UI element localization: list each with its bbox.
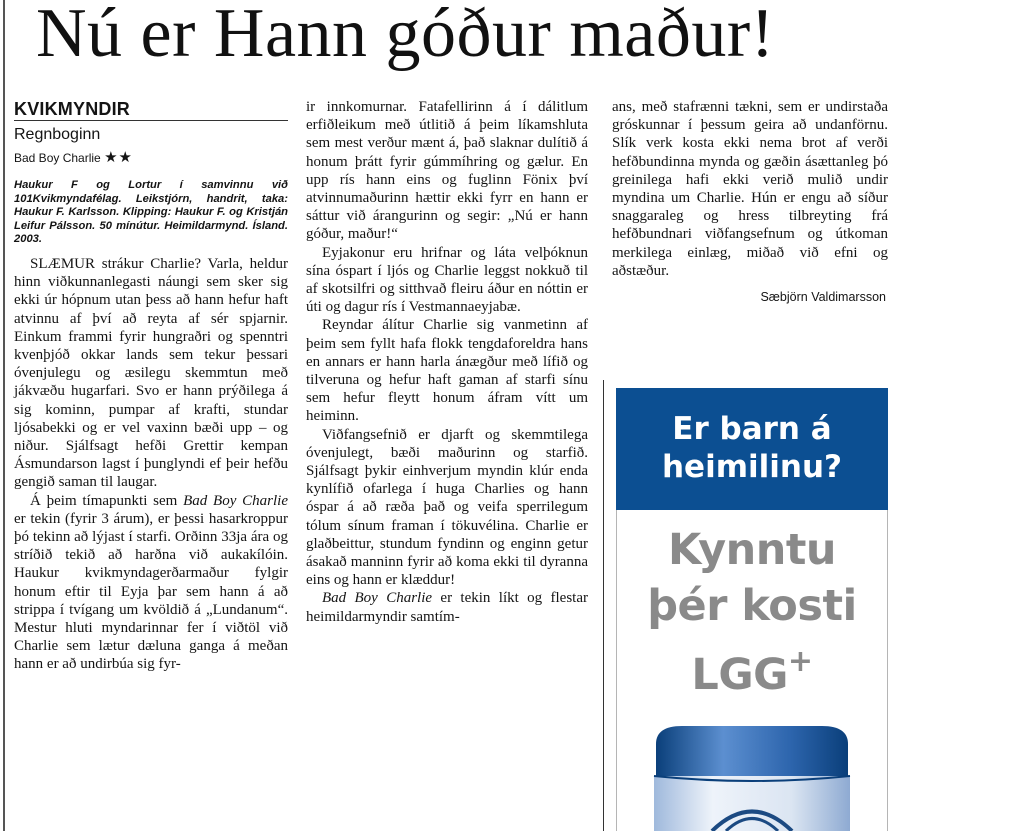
article-column-2 [306,98,588,626]
paragraph: Reyndar álítur Charlie sig vanmetinn af þeim sem fyllt hafa flokk tengdaforeldra hans en annars er hann harla ánægður með lífið og tilveruna og hefur haft gaman af starfi sínu sem hefur fleytt honum áfram vítt um heiminn. [306,317,588,425]
ad-left-border [616,510,617,831]
paragraph: Bad Boy Charlie er tekin líkt og flestar heimildarmyndir samtím- [306,590,588,625]
ad-right-border [887,510,888,831]
paragraph: Eyjakonur eru hrifnar og láta velþóknun sína óspart í ljós og Charlie leggst nokkuð til af skotsilfri og sitthvað fleiru áður en nóttin er úti og dagur rís í Vestmannaeyjabæ. [306,244,588,316]
advertisement-lgg[interactable] [616,388,888,831]
film-title-italic: Bad Boy Charlie [322,590,433,607]
section-label: KVIKMYNDIR [14,98,288,121]
rating-stars-icon: ★★ [104,149,133,166]
ad-question-line-1: Er barn á [672,411,832,447]
article-body-col1 [14,255,288,674]
paragraph: ans, með stafrænni tækni, sem er undirstaða gróskunnar í þessum geira að undanförnu. Slík verk kosta ekki nema brot af verði hefðbundinna mynda og gæðin ásættanleg þó greinilega hafi ekki verið mulið undir myndina um Charlie. Hún er engu að síður snaggaraleg og hress tilbreyting frá hefðbundnari viðfangsefnum og útkoman merkilega einlæg, miðað við efni og aðstæður. [612,99,888,279]
ad-question-line-2: heimilinu? [661,449,843,485]
article-column-1 [14,98,288,674]
ad-slogan [616,522,888,703]
paragraph: Viðfangsefnið er djarft og skemmtilega óvenjulegt, bæði maðurinn og starfið. Sjálfsagt þykir einhverjum myndin klúr enda kynlífið ofarlega í huga Charlies og hann óspar á að ræða það og veifa sperrilegum tólum sínum framan í tökuvélina. Charlie er glaðbeittur, stundum fyndinn og enginn getur ásakað manninn fyrir að koma ekki til dyranna eins og hann er klæddur! [306,426,588,589]
lgg-bottle-icon [652,724,852,831]
ad-slogan-line-3 [616,634,888,703]
film-title: Bad Boy Charlie [14,151,101,165]
cinema-venue: Regnboginn [14,126,101,143]
page-left-rule [3,0,5,831]
article-column-3 [612,98,888,304]
ad-slogan-line-2: þér kosti [647,581,857,631]
ad-slogan-line-1: Kynntu [668,525,836,575]
article-body-col2 [306,98,588,626]
ad-divider-rule [603,380,604,831]
ad-blue-banner [616,388,888,510]
article-body-col3 [612,98,888,280]
ad-product-name: LGG [691,650,788,700]
author-byline: Sæbjörn Valdimarsson [760,290,886,305]
article-headline: Nú er Hann góður maður! [36,0,775,72]
film-credits: Haukur F og Lortur í samvinnu við 101Kvikmyndafélag. Leikstjórn, handrit, taka: Haukur F. Karlsson. Klipping: Haukur F. og Kristján Leifur Pálsson. 50 mínútur. Heimildarmynd. Ísland. 2003. [14,179,288,246]
paragraph: ir innkomurnar. Fatafellirinn á í dálitlum erfiðleikum með útlitið á þeim líkamshluta sem mest verður mænt á, það slaknar dulítið á honum þrátt fyrir gúmmíhring og gælur. En upp rís hann eins og fuglinn Fönix því atvinnumaðurinn hættir ekki fyrr en hann er sáttur við árangurinn og segir: „Nú er hann góður, maður!“ [306,99,588,243]
paragraph: SLÆMUR strákur Charlie? Varla, heldur hinn viðkunnanlegasti náungi sem sker sig ekki úr hópnum utan þess að hann hefur haft atvinnu af því að reyta af sér spjarnir. Einkum frammi fyrir hungraðri og spenntri kvenþjóð okkar lands sem tekur þessari óvenjulegu og æsilegu skemmtun með jákvæðu hugarfari. Svo er hann prýðilega á sig kominn, pumpar af krafti, stundar ljósabekki og er vel vaxinn bæði upp – og niður. Sjálfsagt hefði Grettir kempan Ásmundarson lagst í þunglyndi ef þeir hefðu gengið saman til laugar. [14,255,288,491]
film-rating-line [14,147,288,169]
ad-plus-sign: + [787,644,813,679]
film-title-italic: Bad Boy Charlie [183,492,288,509]
paragraph: Á þeim tímapunkti sem Bad Boy Charlie er tekin (fyrir 3 árum), er þessi hasarkroppur þó tekinn að lýjast í starfi. Orðinn 33ja ára og stríðið tekið að harðna við aukakílóin. Haukur kvikmyndagerðarmaður fylgir honum eftir til Eyja þar sem hann á að strippa í tvígang um kvöldið á „Lundanum“. Mestur hluti myndarinnar fer í viðtöl við Charlie sem lætur dæluna ganga á meðan hann er að undirbúa sig fyr- [14,492,288,673]
